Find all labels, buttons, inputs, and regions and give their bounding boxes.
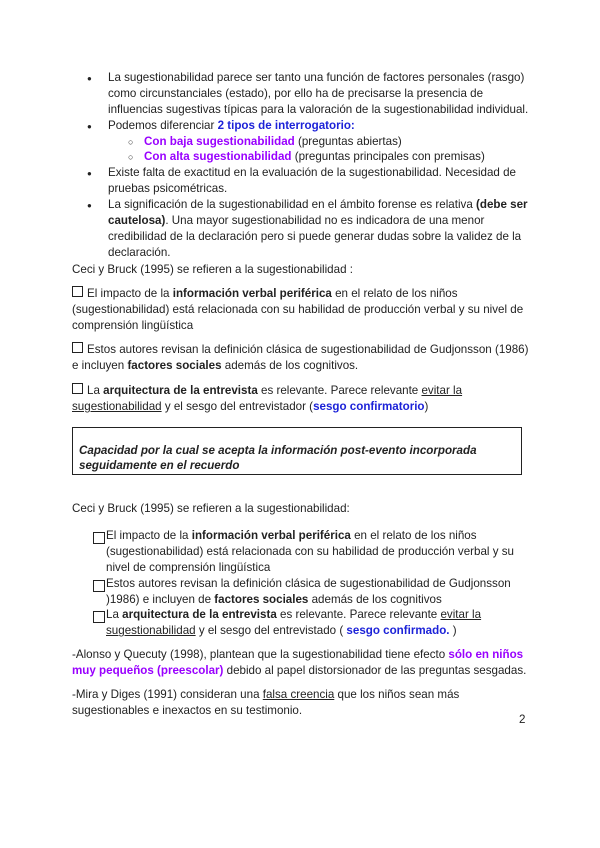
section1-paragraph: El impacto de la información verbal periférica en el relato de los niños (sugestionabilidad) está relacionada con su habilidad de producción verbal y su nivel de comprensión lingüística xyxy=(72,287,524,332)
checkbox-icon[interactable] xyxy=(93,532,105,544)
checkbox-icon[interactable] xyxy=(93,580,105,592)
definition-box: Capacidad por la cual se acepta la información post-evento incorporada seguidamente en el recuerdo xyxy=(72,427,522,475)
list-item: ○ Con baja sugestionabilidad (preguntas abiertas) xyxy=(108,134,530,150)
checkbox-icon xyxy=(72,342,83,353)
checklist-item: Estos autores revisan la definición clásica de sugestionabilidad de Gudjonsson )1986) e incluyen de factores sociales además de los cognitivos xyxy=(72,576,530,608)
checklist xyxy=(72,528,530,639)
sub-list xyxy=(108,134,530,166)
checkbox-icon xyxy=(72,383,83,394)
checklist-item: El impacto de la información verbal periférica en el relato de los niños (sugestionabilidad) está relacionada con su habilidad de producción verbal y su nivel de comprensión lingüística xyxy=(72,528,530,576)
list-item: ● Podemos diferenciar 2 tipos de interrogatorio: ○ Con baja sugestionabilidad (preguntas abiertas) ○ Con alta sugestionabilidad (preguntas principales con premisas) xyxy=(72,118,530,166)
bullet-list xyxy=(72,70,530,261)
list-item: ● Existe falta de exactitud en la evaluación de la sugestionabilidad. Necesidad de pruebas psicométricas. xyxy=(72,165,530,197)
closing-paragraph: -Alonso y Quecuty (1998), plantean que la sugestionabilidad tiene efecto sólo en niños muy pequeños (preescolar) debido al papel distorsionador de las preguntas sesgadas. xyxy=(72,648,527,677)
list-item: ● La significación de la sugestionabilidad en el ámbito forense es relativa (debe ser cautelosa). Una mayor sugestionabilidad no es indicadora de una menor credibilidad de la declaración pero si puede generar dudas sobre la validez de la declaración. xyxy=(72,197,530,261)
list-item: ○ Con alta sugestionabilidad (preguntas principales con premisas) xyxy=(108,149,530,165)
closing-paragraph: -Mira y Diges (1991) consideran una falsa creencia que los niños sean más sugestionables e inexactos en su testimonio. xyxy=(72,688,460,717)
section1-paragraph: Estos autores revisan la definición clásica de sugestionabilidad de Gudjonsson (1986) e incluyen factores sociales además de los cognitivos. xyxy=(72,343,529,372)
section1-intro: Ceci y Bruck (1995) se refieren a la sugestionabilidad : xyxy=(72,263,353,276)
page-number: 2 xyxy=(519,713,526,726)
section1-paragraph: La arquitectura de la entrevista es relevante. Parece relevante evitar la sugestionabilidad y el sesgo del entrevistador (sesgo confirmatorio) xyxy=(72,384,463,413)
checkbox-icon xyxy=(72,286,83,297)
checkbox-icon[interactable] xyxy=(93,611,105,623)
checklist-item: La arquitectura de la entrevista es relevante. Parece relevante evitar la sugestionabilidad y el sesgo del entrevistado ( sesgo confirmado. ) xyxy=(72,607,530,639)
list-item: ● La sugestionabilidad parece ser tanto una función de factores personales (rasgo) como circunstanciales (estado), por ello ha de precisarse la presencia de influencias sugestivas típicas para la valoración de la sugestionabilidad individual. xyxy=(72,70,530,118)
section2-intro: Ceci y Bruck (1995) se refieren a la sugestionabilidad: xyxy=(72,502,350,515)
